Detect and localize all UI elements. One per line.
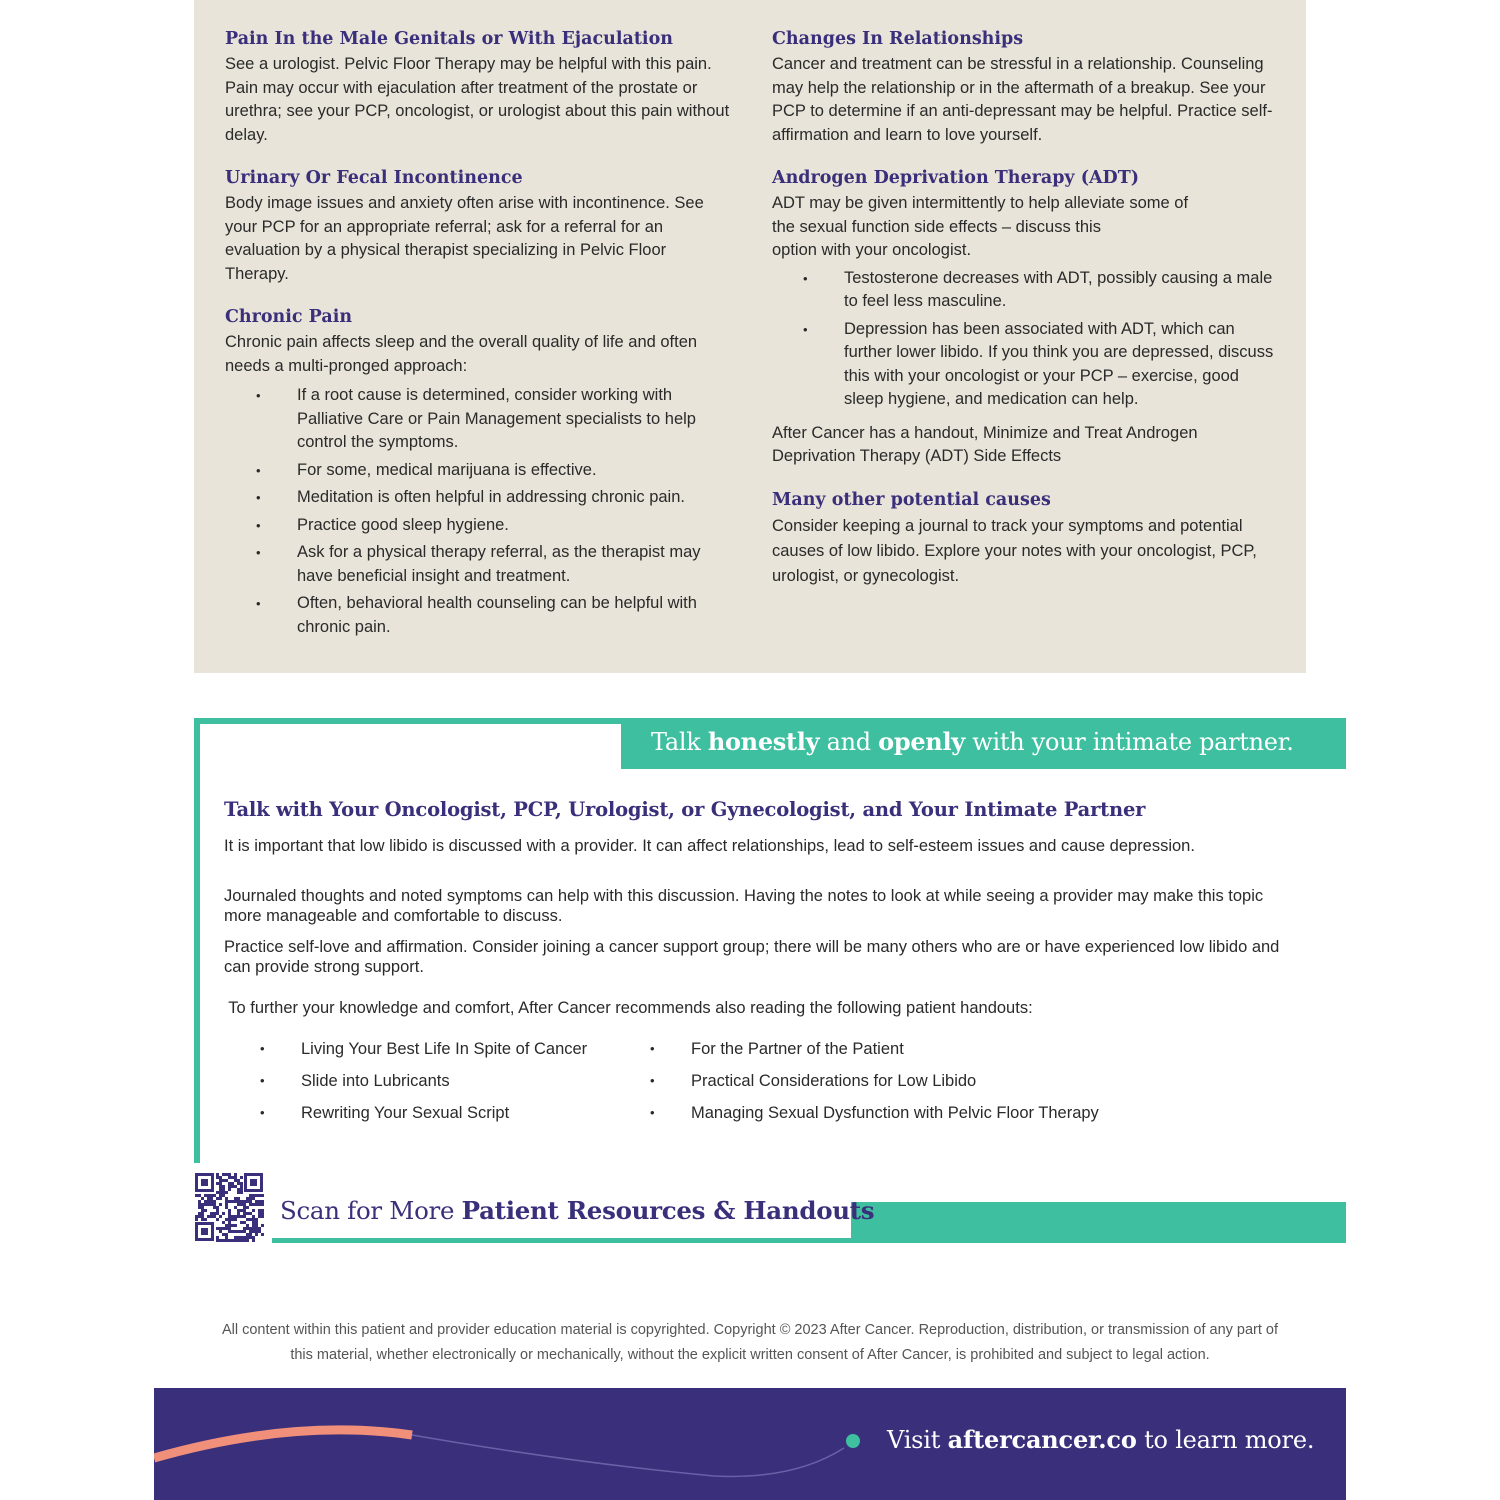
section-body: Chronic pain affects sleep and the overall quality of life and often needs a multi-pronged approach: — [225, 333, 698, 375]
section-heading: Changes In Relationships — [772, 29, 1024, 49]
list-item: • For the Partner of the Patient — [614, 1039, 1099, 1071]
banner-bold-openly: openly — [878, 727, 965, 756]
section-body: Cancer and treatment can be stressful in a relationship. Counseling may help the relationship or in the aftermath of a breakup. See your PCP to determine if an anti-depressant may be helpful. Practice self- affirmation and learn to love yourself. — [772, 55, 1273, 144]
dot-icon — [846, 1434, 860, 1448]
bullet-list — [772, 267, 1277, 412]
handouts-intro: To further your knowledge and comfort, After Cancer recommends also reading the following patient handouts: — [224, 999, 1033, 1017]
copyright-line: this material, whether electronically or mechanically, without the explicit written consent of After Cancer, is prohibited and subject to legal action. — [290, 1347, 1210, 1363]
section-incontinence — [225, 165, 730, 286]
visit-pre: Visit — [887, 1426, 948, 1454]
visit-post: to learn more. — [1136, 1426, 1315, 1454]
qr-code-icon[interactable] — [194, 1172, 264, 1242]
section-body: Body image issues and anxiety often arise with incontinence. See your PCP for an appropriate referral; ask for a referral for an evaluation by a physical therapist specializing in Pelvic Floor Therapy. — [225, 194, 704, 283]
list-item: • Often, behavioral health counseling can be helpful with chronic pain. — [225, 592, 730, 639]
adt-body-line1: ADT may be given intermittently to help alleviate some of the sexual function side effects – discuss this — [772, 194, 1189, 236]
copyright-line: All content within this patient and provider education material is copyrighted. Copyright © 2023 After Cancer. Reproduction, distribution, or transmission of any part of — [221, 1322, 1279, 1338]
banner-post: with your intimate partner. — [964, 728, 1294, 756]
section-body — [772, 192, 1212, 239]
scan-text — [280, 1196, 874, 1225]
left-column — [225, 26, 730, 657]
list-item: • Meditation is often helpful in addressing chronic pain. — [225, 486, 730, 510]
list-item: • Ask for a physical therapy referral, as the therapist may have beneficial insight and treatment. — [225, 541, 730, 588]
list-item: • Rewriting Your Sexual Script — [224, 1103, 587, 1135]
list-item: • For some, medical marijuana is effective. — [225, 459, 730, 483]
banner-bold-honestly: honestly — [707, 727, 820, 756]
talk-paragraph: Journaled thoughts and noted symptoms can help with this discussion. Having the notes to look at while seeing a provider may make this topic more manageable and comfortable to discuss. — [224, 887, 1264, 925]
section-adt — [772, 165, 1277, 469]
talk-paragraph: Practice self-love and affirmation. Consider joining a cancer support group; there will be many others who are or have experienced low libido and can provide strong support. — [224, 938, 1280, 976]
section-heading: Pain In the Male Genitals or With Ejaculation — [225, 29, 673, 49]
adt-handout-note: After Cancer has a handout, Minimize and Treat Androgen Deprivation Therapy (ADT) Side Effects — [772, 423, 1198, 465]
list-item: • Managing Sexual Dysfunction with Pelvic Floor Therapy — [614, 1103, 1099, 1135]
section-body: Consider keeping a journal to track your symptoms and potential causes of low libido. Explore your notes with your oncologist, PCP, urologist, or gynecologist. — [772, 516, 1257, 585]
list-item: • Practical Considerations for Low Libido — [614, 1071, 1099, 1103]
handouts-list-right — [614, 1039, 1099, 1135]
section-male-genital-pain — [225, 26, 730, 147]
banner-text — [651, 727, 1294, 756]
right-column — [772, 26, 1277, 607]
section-other-causes — [772, 487, 1277, 589]
section-heading: Urinary Or Fecal Incontinence — [225, 168, 523, 188]
box-border-top — [194, 718, 624, 724]
section-body: See a urologist. Pelvic Floor Therapy may be helpful with this pain. Pain may occur with ejaculation after treatment of the prostate or urethra; see your PCP, oncologist, or urologist about this pain without delay. — [225, 55, 730, 144]
list-item: • Slide into Lubricants — [224, 1071, 587, 1103]
visit-link[interactable] — [887, 1425, 1314, 1454]
scan-pre: Scan for More — [280, 1196, 462, 1225]
visit-url: aftercancer.co — [947, 1425, 1137, 1454]
section-heading: Androgen Deprivation Therapy (ADT) — [772, 168, 1140, 188]
adt-body-line2: option with your oncologist. — [772, 241, 972, 259]
list-item: • Living Your Best Life In Spite of Cancer — [224, 1039, 587, 1071]
banner-mid: and — [819, 728, 879, 756]
list-item: • Depression has been associated with ADT, which can further lower libido. If you think you are depressed, discuss this with your oncologist or your PCP – exercise, good sleep hygiene, and medication can help. — [772, 318, 1277, 412]
talk-heading: Talk with Your Oncologist, PCP, Urologist, or Gynecologist, and Your Intimate Partner — [224, 798, 1146, 821]
section-heading: Many other potential causes — [772, 489, 1051, 510]
copyright-notice — [180, 1318, 1320, 1368]
list-item: • Testosterone decreases with ADT, possibly causing a male to feel less masculine. — [772, 267, 1277, 314]
section-chronic-pain — [225, 304, 730, 639]
section-heading: Chronic Pain — [225, 307, 353, 327]
bullet-list — [225, 384, 730, 639]
scan-bold: Patient Resources & Handouts — [461, 1196, 875, 1225]
section-relationships — [772, 26, 1277, 147]
talk-paragraph: It is important that low libido is discussed with a provider. It can affect relationships, lead to self-esteem issues and cause depression. — [224, 837, 1195, 855]
banner-pre: Talk — [651, 728, 708, 756]
handouts-list-left — [224, 1039, 587, 1135]
list-item: • Practice good sleep hygiene. — [225, 514, 730, 538]
list-item: • If a root cause is determined, consider working with Palliative Care or Pain Management specialists to help control the symptoms. — [225, 384, 730, 455]
box-border-left — [194, 718, 200, 1163]
scan-bar — [851, 1202, 1346, 1243]
partner-banner — [621, 718, 1346, 769]
footer — [154, 1388, 1346, 1500]
